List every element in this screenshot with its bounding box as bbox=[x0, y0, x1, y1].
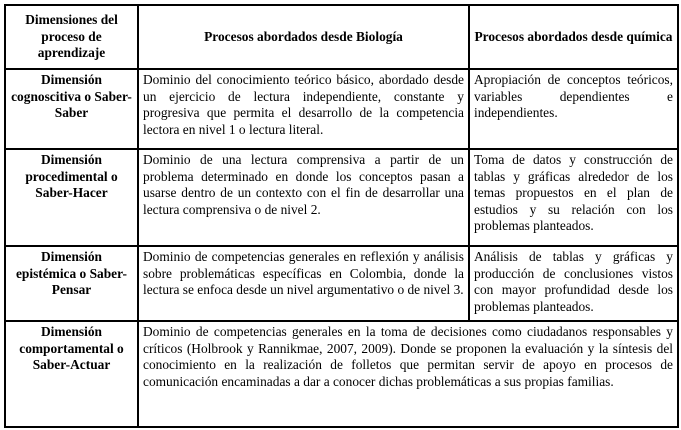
header-dimensions: Dimensiones del proceso de aprendizaje bbox=[5, 5, 138, 69]
dimension-cell: Dimensión comportamental o Saber-Actuar bbox=[5, 321, 138, 427]
dimension-cell: Dimensión cognoscitiva o Saber-Saber bbox=[5, 69, 138, 149]
dimension-cell: Dimensión procedimental o Saber-Hacer bbox=[5, 149, 138, 246]
dimension-cell: Dimensión epistémica o Saber-Pensar bbox=[5, 246, 138, 321]
learning-dimensions-table bbox=[4, 4, 679, 428]
quimica-cell: Toma de datos y construcción de tablas y gráficas alrededor de los temas propuestos en el plan de estudios y su relación con los problemas planteados. bbox=[469, 149, 678, 246]
header-biologia: Procesos abordados desde Biología bbox=[138, 5, 469, 69]
merged-cell: Dominio de competencias generales en la toma de decisiones como ciudadanos responsables y críticos (Holbrook y Rannikmae, 2007, 2009). Donde se proponen la evaluación y la síntesis del conocimiento en la realización de folletos que permitan servir de apoyo en procesos de comunicación encaminadas a dar a conocer dichas problemáticas a sus propias familias. bbox=[138, 321, 678, 427]
biologia-cell: Dominio de una lectura comprensiva a partir de un problema determinado en donde los conceptos pasan a usarse dentro de un contexto con el fin de desarrollar una lectura comprensiva o de nivel 2. bbox=[138, 149, 469, 246]
table-row bbox=[5, 69, 678, 149]
biologia-cell: Dominio del conocimiento teórico básico, abordado desde un ejercicio de lectura independiente, constante y progresiva que permita el desarrollo de la competencia lectora en nivel 1 o lectura literal. bbox=[138, 69, 469, 149]
table-row bbox=[5, 149, 678, 246]
quimica-cell: Análisis de tablas y gráficas y producción de conclusiones vistos con mayor profundidad desde los problemas planteados. bbox=[469, 246, 678, 321]
header-row bbox=[5, 5, 678, 69]
biologia-cell: Dominio de competencias generales en reflexión y análisis sobre problemáticas específicas en Colombia, donde la lectura se enfoca desde un nivel argumentativo o de nivel 3. bbox=[138, 246, 469, 321]
quimica-cell: Apropiación de conceptos teóricos, variables dependientes e independientes. bbox=[469, 69, 678, 149]
header-quimica: Procesos abordados desde química bbox=[469, 5, 678, 69]
table-row bbox=[5, 246, 678, 321]
table-row bbox=[5, 321, 678, 427]
